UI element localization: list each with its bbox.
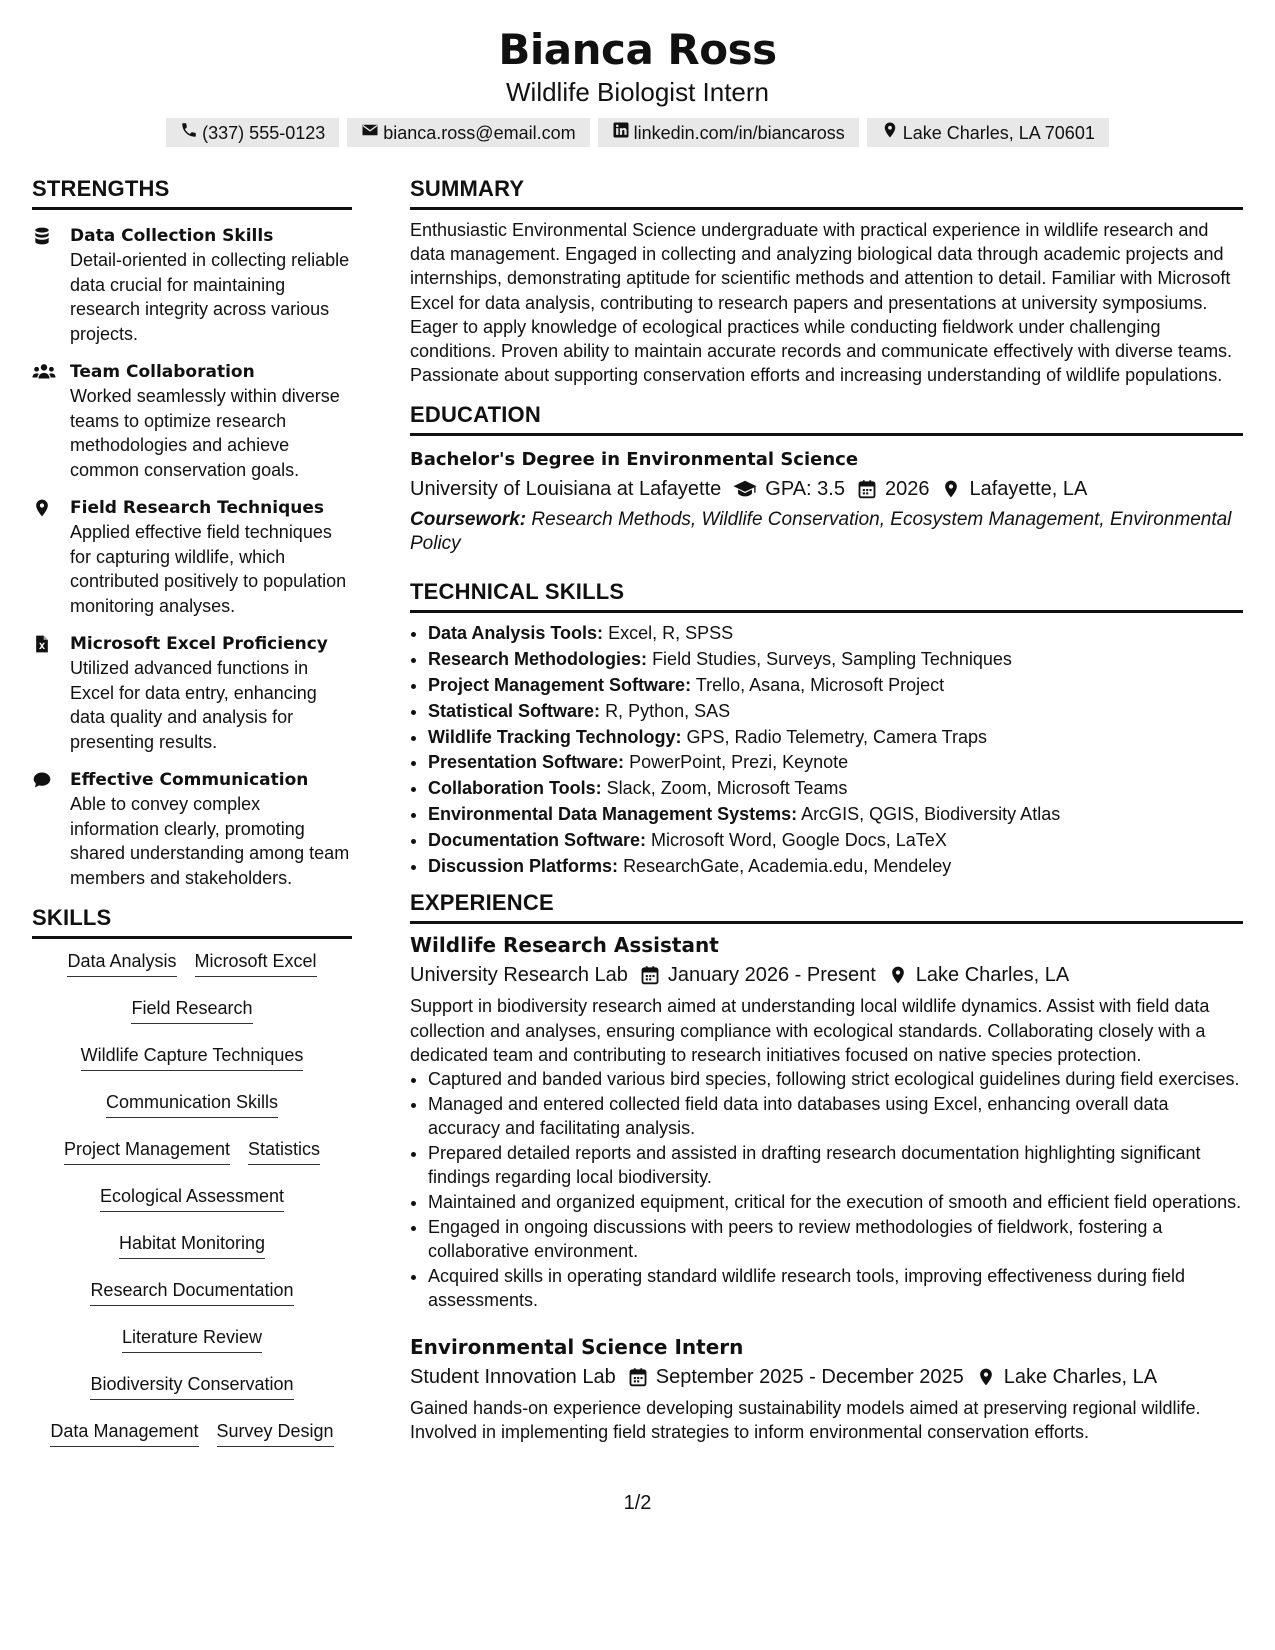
skills-section	[32, 904, 352, 1464]
tech-skill-item	[428, 828, 1243, 854]
contact-location	[867, 118, 1109, 147]
tech-skill-value: ArcGIS, QGIS, Biodiversity Atlas	[801, 804, 1061, 824]
strength-title: Data Collection Skills	[70, 226, 274, 246]
graduation-year: 2026	[884, 478, 930, 501]
tech-skill-value: PowerPoint, Prezi, Keynote	[629, 752, 849, 773]
header	[0, 0, 1275, 147]
education-title: EDUCATION	[410, 401, 1243, 436]
tech-skill-value: Slack, Zoom, Microsoft Teams	[606, 778, 848, 799]
job-description: Gained hands-on experience developing sustainability models aimed at preserving regional wildlife. Involved in implementing field strategies to inform environmental conservation efforts.	[410, 1398, 1201, 1443]
right-column	[410, 175, 1243, 1464]
email-text: bianca.ross@email.com	[383, 122, 576, 143]
speech-bubble-icon	[32, 768, 70, 890]
tech-skill-label: Collaboration Tools:	[428, 778, 602, 799]
tech-skill-label: Discussion Platforms:	[428, 855, 619, 876]
tech-skill-label: Data Analysis Tools:	[428, 623, 604, 644]
job-bullet: • Acquired skills in operating standard wildlife research tools, improving effectiveness during field assessments.	[428, 1264, 1243, 1312]
degree-name: Bachelor's Degree in Environmental Science	[410, 449, 859, 471]
tech-skill-label: Statistical Software:	[428, 700, 601, 721]
strengths-list	[32, 224, 352, 890]
strength-title: Effective Communication	[70, 770, 309, 790]
excel-file-icon	[32, 632, 70, 754]
calendar-icon	[640, 965, 660, 985]
technical-skills-list	[410, 621, 1243, 879]
contact-linkedin[interactable]	[598, 118, 859, 147]
tech-skill-item	[428, 802, 1243, 828]
tech-skill-value: R, Python, SAS	[605, 700, 731, 721]
calendar-icon	[628, 1367, 648, 1387]
strength-title: Team Collaboration	[70, 362, 255, 382]
strength-item	[32, 360, 352, 482]
map-pin-icon	[888, 965, 908, 985]
linkedin-icon	[612, 121, 630, 144]
job-bullets	[410, 1067, 1243, 1312]
candidate-role: Wildlife Biologist Intern	[506, 77, 769, 107]
phone-icon	[180, 121, 198, 144]
phone-text: (337) 555-0123	[202, 122, 326, 143]
job-meta	[410, 1362, 1243, 1392]
technical-skills-title: TECHNICAL SKILLS	[410, 578, 1243, 613]
tech-skill-label: Environmental Data Management Systems:	[428, 804, 798, 824]
skill-tag: Project Management	[64, 1135, 230, 1165]
tech-skill-item	[428, 776, 1243, 802]
skill-tag: Data Management	[50, 1417, 198, 1447]
contact-email[interactable]	[347, 118, 589, 147]
skill-tag: Biodiversity Conservation	[90, 1370, 293, 1400]
job-dates: January 2026 - Present	[667, 964, 876, 987]
linkedin-text: linkedin.com/in/biancaross	[633, 122, 845, 143]
skill-tag: Communication Skills	[106, 1088, 278, 1118]
job-bullet: • Captured and banded various bird species, following strict ecological guidelines during field exercises.	[428, 1067, 1243, 1091]
tech-skill-item	[428, 673, 1243, 699]
tech-skill-label: Wildlife Tracking Technology:	[428, 726, 682, 747]
strength-item	[32, 496, 352, 618]
gpa-text: GPA: 3.5	[765, 478, 845, 501]
candidate-name: Bianca Ross	[498, 25, 777, 74]
map-pin-icon	[941, 479, 961, 499]
experience-title: EXPERIENCE	[410, 889, 1243, 924]
job-bullet: • Engaged in ongoing discussions with peers to review methodologies of fieldwork, fostering a collaborative environment.	[428, 1215, 1243, 1263]
coursework-label: Coursework:	[410, 509, 527, 531]
job-bullet: • Maintained and organized equipment, critical for the execution of smooth and efficient field operations.	[428, 1190, 1243, 1214]
tech-skill-value: GPS, Radio Telemetry, Camera Traps	[686, 726, 987, 747]
tech-skill-value: ResearchGate, Academia.edu, Mendeley	[623, 855, 952, 876]
skills-title: SKILLS	[32, 904, 352, 939]
skill-tag: Research Documentation	[90, 1276, 293, 1306]
calendar-icon	[857, 479, 877, 499]
skill-tag: Microsoft Excel	[195, 947, 317, 977]
skill-tag: Data Analysis	[67, 947, 176, 977]
location-text: Lake Charles, LA 70601	[902, 122, 1095, 143]
job-location: Lake Charles, LA	[1003, 1366, 1158, 1388]
coursework	[410, 508, 1243, 556]
coursework-list: Research Methods, Wildlife Conservation, Ecosystem Management, Environmental Policy	[410, 509, 1232, 555]
job-org: University Research Lab	[410, 964, 628, 987]
tech-skill-item	[428, 854, 1243, 880]
job-entry	[410, 1332, 1243, 1444]
job-title: Environmental Science Intern	[410, 1335, 744, 1359]
job-org: Student Innovation Lab	[410, 1366, 616, 1388]
contact-phone[interactable]	[166, 118, 339, 147]
skill-tag: Wildlife Capture Techniques	[81, 1041, 304, 1071]
content-columns	[32, 175, 1243, 1464]
skill-tag: Statistics	[248, 1135, 320, 1165]
tech-skill-item	[428, 725, 1243, 751]
strength-item	[32, 768, 352, 890]
contact-bar	[0, 118, 1275, 147]
page-number: 1/2	[623, 1492, 652, 1514]
strength-desc: Utilized advanced functions in Excel for data entry, enhancing data quality and analysis for presenting results.	[70, 658, 317, 752]
graduation-cap-icon	[733, 479, 757, 499]
tech-skill-item	[428, 699, 1243, 725]
education-meta	[410, 474, 1243, 504]
summary-title: SUMMARY	[410, 175, 1243, 210]
skill-tag: Literature Review	[122, 1323, 262, 1353]
job-bullet: • Managed and entered collected field data into databases using Excel, enhancing overall data accuracy and facilitating analysis.	[428, 1092, 1243, 1140]
education-location: Lafayette, LA	[969, 478, 1088, 501]
skill-tag: Field Research	[131, 994, 252, 1024]
job-meta	[410, 960, 1243, 990]
job-title: Wildlife Research Assistant	[410, 933, 719, 958]
strength-desc: Worked seamlessly within diverse teams to optimize research methodologies and achieve common conservation goals.	[70, 386, 340, 480]
map-pin-icon	[32, 496, 70, 618]
tech-skill-value: Microsoft Word, Google Docs, LaTeX	[651, 829, 947, 850]
school-name: University of Louisiana at Lafayette	[410, 478, 722, 501]
users-icon	[32, 360, 70, 482]
tech-skill-value: Field Studies, Surveys, Sampling Techniques	[652, 649, 1012, 670]
tech-skill-item	[428, 647, 1243, 673]
summary-text: Enthusiastic Environmental Science undergraduate with practical experience in wildlife research and data management. Engaged in collecting and analyzing biological data through academic projects and internships, demonstrating aptitude for scientific methods and attention to detail. Familiar with Microsoft Excel for data analysis, contributing to research papers and presentations at university symposiums. Eager to apply knowledge of ecological practices while conducting fieldwork under challenging conditions. Proven ability to maintain accurate records and communicate effectively with diverse teams. Passionate about supporting conservation efforts and increasing understanding of wildlife populations.	[410, 220, 1233, 386]
skill-tag: Habitat Monitoring	[119, 1229, 265, 1259]
database-icon	[32, 224, 70, 346]
job-entry	[410, 930, 1243, 1312]
tech-skill-label: Documentation Software:	[428, 829, 647, 850]
job-bullet: • Prepared detailed reports and assisted in drafting research documentation highlighting significant findings regarding local biodiversity.	[428, 1141, 1243, 1189]
skills-tags	[32, 939, 352, 1464]
tech-skill-value: Excel, R, SPSS	[608, 623, 734, 644]
skill-tag: Ecological Assessment	[100, 1182, 284, 1212]
strength-desc: Detail-oriented in collecting reliable data crucial for maintaining research integrity across various projects.	[70, 250, 350, 344]
job-dates: September 2025 - December 2025	[655, 1366, 964, 1388]
map-pin-icon	[976, 1367, 996, 1387]
job-location: Lake Charles, LA	[915, 964, 1070, 987]
tech-skill-label: Research Methodologies:	[428, 649, 648, 670]
strength-desc: Applied effective field techniques for capturing wildlife, which contributed positively to population monitoring analyses.	[70, 522, 347, 616]
left-column	[32, 175, 352, 1464]
tech-skill-label: Project Management Software:	[428, 675, 692, 696]
map-pin-icon	[881, 121, 899, 144]
job-description: Support in biodiversity research aimed at understanding local wildlife dynamics. Assist with field data collection and analyses, ensuring compliance with ecological standards. Collaborating closely with a dedicated team and contributing to research initiatives focused on native species protection.	[410, 996, 1210, 1065]
strength-desc: Able to convey complex information clearly, promoting shared understanding among team members and stakeholders.	[70, 794, 350, 888]
strength-item	[32, 224, 352, 346]
tech-skill-item	[428, 621, 1243, 647]
tech-skill-item	[428, 750, 1243, 776]
skill-tag: Survey Design	[217, 1417, 334, 1447]
strength-title: Field Research Techniques	[70, 498, 325, 518]
tech-skill-value: Trello, Asana, Microsoft Project	[695, 675, 945, 696]
strengths-title: STRENGTHS	[32, 175, 352, 210]
strength-item	[32, 632, 352, 754]
strength-title: Microsoft Excel Proficiency	[70, 634, 328, 654]
envelope-icon	[361, 121, 379, 144]
tech-skill-label: Presentation Software:	[428, 752, 625, 773]
